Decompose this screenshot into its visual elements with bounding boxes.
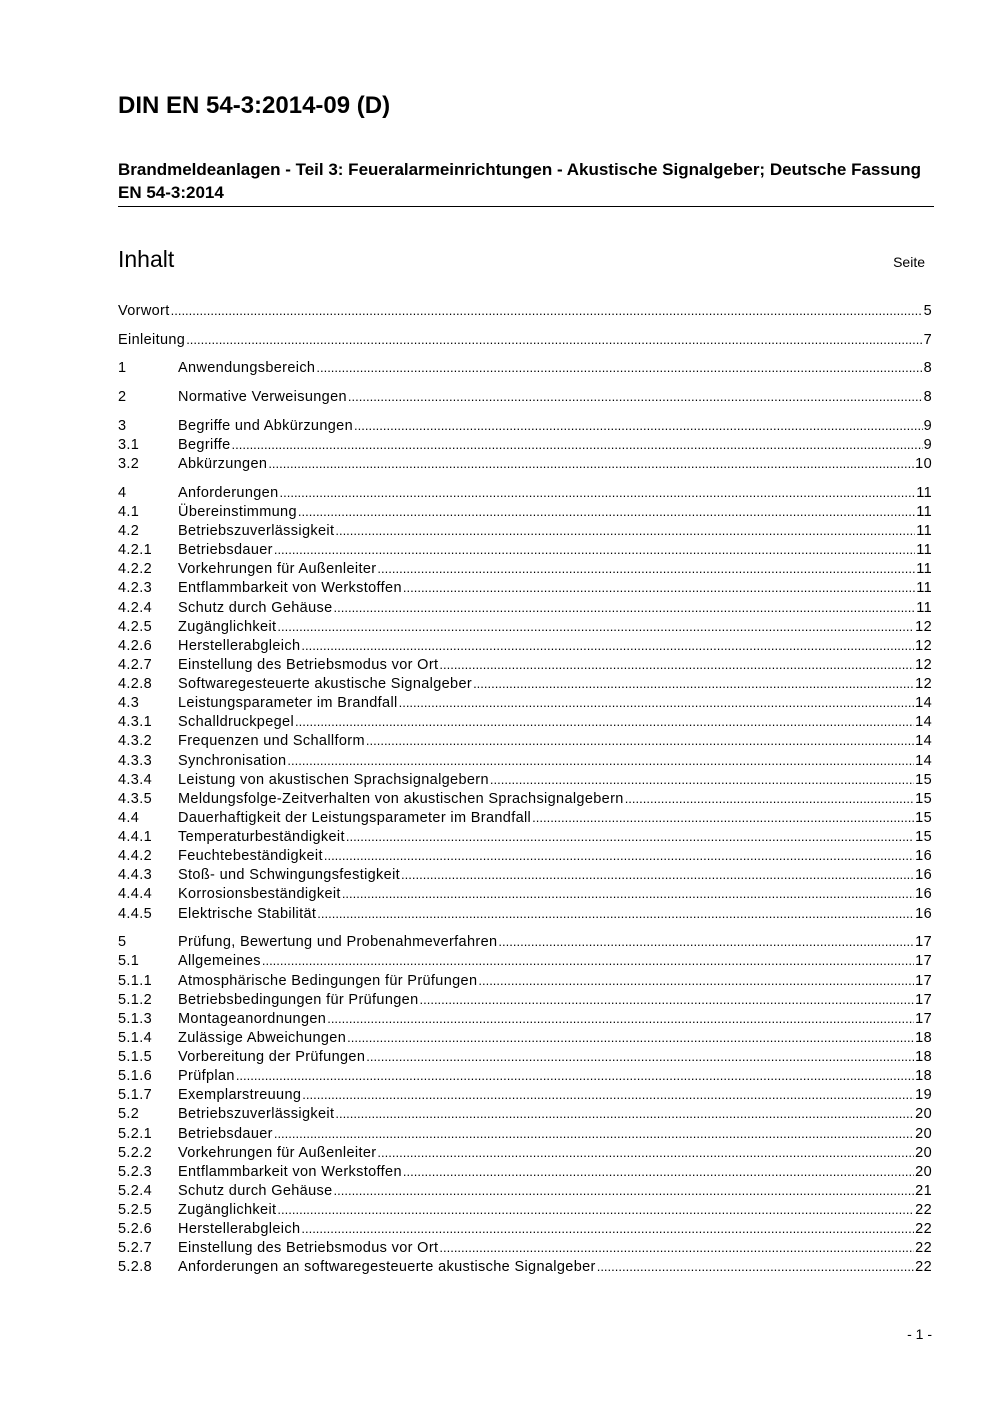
toc-entry-title: Schutz durch Gehäuse <box>178 1182 333 1199</box>
toc-dot-leader <box>301 1219 914 1238</box>
toc-entry-page: 20 <box>915 1163 932 1180</box>
toc-entry[interactable] <box>118 1028 932 1047</box>
toc-entry-page: 20 <box>915 1106 932 1123</box>
toc-entry[interactable] <box>118 559 932 578</box>
toc-entry-title: Vorkehrungen für Außenleiter <box>178 1144 377 1161</box>
toc-entry-page: 11 <box>916 599 932 616</box>
toc-entry[interactable] <box>118 827 932 846</box>
toc-entry-number: 5.1.3 <box>118 1010 152 1027</box>
toc-dot-leader <box>532 808 914 827</box>
toc-entry-number: 5.2.5 <box>118 1202 152 1219</box>
toc-entry-title: Einstellung des Betriebsmodus vor Ort <box>178 1240 439 1257</box>
document-title: DIN EN 54-3:2014-09 (D) <box>118 92 391 119</box>
toc-entry-title: Meldungsfolge-Zeitverhalten von akustischen Sprachsignalgebern <box>178 790 624 807</box>
toc-entry-page: 16 <box>915 848 932 865</box>
toc-entry[interactable] <box>118 1104 932 1123</box>
toc-entry-title: Betriebsbedingungen für Prüfungen <box>178 991 419 1008</box>
toc-entry-title: Feuchtebeständigkeit <box>178 848 323 865</box>
toc-entry[interactable] <box>118 521 932 540</box>
toc-entry-page: 8 <box>923 389 932 406</box>
toc-entry-number: 4.1 <box>118 503 140 520</box>
toc-entry-page: 15 <box>915 771 932 788</box>
toc-dot-leader <box>348 387 923 406</box>
toc-entry-title: Zulässige Abweichungen <box>178 1029 347 1046</box>
toc-entry[interactable] <box>118 1124 932 1143</box>
toc-entry-title: Anforderungen an softwaregesteuerte akustische Signalgeber <box>178 1259 596 1276</box>
toc-entry-number: 4.4 <box>118 809 140 826</box>
toc-entry-number: 5.1.5 <box>118 1049 152 1066</box>
toc-entry-number: 5.1.6 <box>118 1068 152 1085</box>
toc-entry[interactable] <box>118 387 932 406</box>
toc-entry[interactable] <box>118 1181 932 1200</box>
toc-entry-page: 18 <box>915 1068 932 1085</box>
toc-entry-page: 11 <box>916 523 932 540</box>
toc-entry[interactable] <box>118 1047 932 1066</box>
toc-entry-number: 4.2.7 <box>118 656 152 673</box>
toc-entry[interactable] <box>118 540 932 559</box>
toc-entry-title: Anwendungsbereich <box>178 360 316 377</box>
toc-entry-title: Leistung von akustischen Sprachsignalgebern <box>178 771 489 788</box>
toc-entry-number: 5.2 <box>118 1106 140 1123</box>
toc-entry-page: 17 <box>915 991 932 1008</box>
toc-entry[interactable] <box>118 330 932 349</box>
toc-entry-title: Korrosionsbeständigkeit <box>178 886 341 903</box>
toc-entry-title: Betriebszuverlässigkeit <box>178 1106 335 1123</box>
toc-entry[interactable] <box>118 904 932 923</box>
toc-entry[interactable] <box>118 1162 932 1181</box>
toc-entry-title: Betriebsdauer <box>178 1125 273 1142</box>
toc-entry-page: 15 <box>915 790 932 807</box>
toc-entry-page: 19 <box>915 1087 932 1104</box>
toc-entry-number: 5 <box>118 934 127 951</box>
toc-entry-number: 5.1 <box>118 953 140 970</box>
toc-entry-title: Entflammbarkeit von Werkstoffen <box>178 1163 402 1180</box>
toc-entry-number: 4.2.8 <box>118 676 152 693</box>
toc-entry-title: Atmosphärische Bedingungen für Prüfungen <box>178 972 478 989</box>
toc-entry-title: Zugänglichkeit <box>178 1202 277 1219</box>
toc-entry[interactable] <box>118 1009 932 1028</box>
toc-entry-number: 5.2.1 <box>118 1125 152 1142</box>
toc-entry-number: 5.1.1 <box>118 972 152 989</box>
toc-entry-number: 4.2.1 <box>118 542 152 559</box>
toc-entry-number: 4.3.5 <box>118 790 152 807</box>
toc-entry[interactable] <box>118 598 932 617</box>
toc-entry-number: 4.2.2 <box>118 561 152 578</box>
toc-dot-leader <box>334 598 916 617</box>
toc-entry-page: 17 <box>915 953 932 970</box>
toc-dot-leader <box>301 636 914 655</box>
toc-entry-page: 18 <box>915 1029 932 1046</box>
toc-entry-title: Entflammbarkeit von Werkstoffen <box>178 580 402 597</box>
toc-entry-page: 21 <box>915 1182 932 1199</box>
toc-entry[interactable] <box>118 884 932 903</box>
toc-entry[interactable] <box>118 971 932 990</box>
toc-entry-page: 20 <box>915 1125 932 1142</box>
toc-entry[interactable] <box>118 770 932 789</box>
toc-dot-leader <box>498 932 914 951</box>
toc-entry-page: 10 <box>915 456 932 473</box>
toc-entry[interactable] <box>118 951 932 970</box>
toc-entry-number: 4.2.5 <box>118 618 152 635</box>
toc-dot-leader <box>280 483 916 502</box>
toc-entry-title: Begriffe und Abkürzungen <box>178 417 354 434</box>
toc-entry[interactable] <box>118 358 932 377</box>
toc-dot-leader <box>377 559 915 578</box>
toc-entry[interactable] <box>118 301 932 320</box>
toc-entry-page: 22 <box>915 1221 932 1238</box>
toc-entry-title: Exemplarstreuung <box>178 1087 302 1104</box>
toc-dot-leader <box>377 1143 914 1162</box>
toc-dot-leader <box>403 578 915 597</box>
toc-dot-leader <box>277 617 914 636</box>
toc-entry-number: 4.4.3 <box>118 867 152 884</box>
toc-entry-title: Übereinstimmung <box>178 503 297 520</box>
toc-dot-leader <box>171 301 923 320</box>
toc-dot-leader <box>186 330 922 349</box>
toc-dot-leader <box>232 435 923 454</box>
toc-entry[interactable] <box>118 674 932 693</box>
toc-entry[interactable] <box>118 1200 932 1219</box>
table-of-contents <box>118 301 932 1277</box>
toc-dot-leader <box>346 827 914 846</box>
toc-dot-leader <box>334 1181 915 1200</box>
toc-entry-title: Frequenzen und Schallform <box>178 733 365 750</box>
toc-dot-leader <box>347 1028 914 1047</box>
toc-entry-title: Vorwort <box>118 303 170 319</box>
toc-dot-leader <box>268 454 914 473</box>
toc-entry-page: 14 <box>915 714 932 731</box>
toc-dot-leader <box>490 770 914 789</box>
toc-dot-leader <box>420 990 915 1009</box>
toc-entry-title: Betriebsdauer <box>178 542 273 559</box>
toc-entry-page: 11 <box>916 484 932 501</box>
toc-dot-leader <box>439 655 914 674</box>
toc-entry-number: 5.1.4 <box>118 1029 152 1046</box>
document-subtitle: Brandmeldeanlagen - Teil 3: Feueralarmeinrichtungen - Akustische Signalgeber; Deutsche Fassung EN 54-3:2014 <box>118 160 921 202</box>
toc-dot-leader <box>335 521 915 540</box>
toc-dot-leader <box>327 1009 914 1028</box>
toc-entry-title: Begriffe <box>178 437 231 453</box>
toc-entry-title: Herstellerabgleich <box>178 637 301 654</box>
toc-entry[interactable] <box>118 808 932 827</box>
toc-entry-page: 9 <box>923 417 932 434</box>
toc-entry[interactable] <box>118 1143 932 1162</box>
toc-dot-leader <box>236 1066 914 1085</box>
toc-entry[interactable] <box>118 617 932 636</box>
toc-entry[interactable] <box>118 1257 932 1276</box>
toc-dot-leader <box>473 674 914 693</box>
toc-entry-number: 3 <box>118 417 127 434</box>
toc-entry-page: 14 <box>915 752 932 769</box>
toc-entry-page: 11 <box>916 580 932 597</box>
toc-entry[interactable] <box>118 865 932 884</box>
toc-dot-leader <box>403 1162 914 1181</box>
toc-dot-leader <box>478 971 914 990</box>
toc-dot-leader <box>342 884 914 903</box>
toc-entry-page: 15 <box>915 809 932 826</box>
toc-entry-title: Synchronisation <box>178 752 287 769</box>
toc-entry[interactable] <box>118 435 932 454</box>
toc-entry[interactable] <box>118 990 932 1009</box>
toc-dot-leader <box>597 1257 914 1276</box>
toc-page-column-label: Seite <box>893 254 925 270</box>
toc-entry-page: 18 <box>915 1049 932 1066</box>
toc-entry-page: 11 <box>916 503 932 520</box>
toc-entry-number: 5.1.7 <box>118 1087 152 1104</box>
toc-entry-title: Leistungsparameter im Brandfall <box>178 695 398 712</box>
toc-entry-number: 4.4.2 <box>118 848 152 865</box>
toc-dot-leader <box>439 1238 914 1257</box>
toc-entry-title: Prüfung, Bewertung und Probenahmeverfahren <box>178 934 498 951</box>
toc-entry[interactable] <box>118 1085 932 1104</box>
toc-dot-leader <box>316 358 922 377</box>
toc-entry-number: 5.2.8 <box>118 1259 152 1276</box>
toc-entry-number: 5.2.2 <box>118 1144 152 1161</box>
toc-entry-page: 12 <box>915 656 932 673</box>
toc-entry-page: 9 <box>923 437 932 453</box>
toc-entry-page: 22 <box>915 1240 932 1257</box>
toc-entry[interactable] <box>118 655 932 674</box>
toc-entry-number: 5.2.7 <box>118 1240 152 1257</box>
toc-entry-title: Normative Verweisungen <box>178 389 347 406</box>
toc-entry-page: 8 <box>923 360 932 377</box>
footer-page-number: - 1 - <box>907 1326 932 1342</box>
toc-entry-number: 4 <box>118 484 127 501</box>
toc-entry-title: Herstellerabgleich <box>178 1221 301 1238</box>
toc-entry-number: 5.2.3 <box>118 1163 152 1180</box>
toc-entry-number: 4.2 <box>118 523 140 540</box>
toc-dot-leader <box>277 1200 914 1219</box>
toc-entry-page: 5 <box>923 303 932 319</box>
toc-entry-page: 12 <box>915 618 932 635</box>
toc-dot-leader <box>317 904 914 923</box>
toc-entry-number: 4.3.2 <box>118 733 152 750</box>
toc-dot-leader <box>625 789 914 808</box>
toc-dot-leader <box>295 712 914 731</box>
toc-entry-number: 5.1.2 <box>118 991 152 1008</box>
toc-dot-leader <box>298 502 915 521</box>
toc-entry-title: Dauerhaftigkeit der Leistungsparameter im Brandfall <box>178 809 532 826</box>
toc-entry-title: Schalldruckpegel <box>178 714 295 731</box>
toc-entry-page: 11 <box>916 561 932 578</box>
toc-dot-leader <box>399 693 915 712</box>
toc-entry-title: Montageanordnungen <box>178 1010 327 1027</box>
toc-dot-leader <box>335 1104 914 1123</box>
toc-entry-page: 11 <box>916 542 932 559</box>
toc-entry-title: Anforderungen <box>178 484 279 501</box>
toc-entry-page: 16 <box>915 886 932 903</box>
toc-entry-number: 5.2.6 <box>118 1221 152 1238</box>
toc-entry-page: 16 <box>915 905 932 922</box>
toc-entry-page: 7 <box>923 331 932 348</box>
toc-entry-page: 12 <box>915 676 932 693</box>
toc-entry-number: 4.4.5 <box>118 905 152 922</box>
toc-entry-number: 3.2 <box>118 456 140 473</box>
toc-entry-number: 5.2.4 <box>118 1182 152 1199</box>
toc-entry-page: 14 <box>915 733 932 750</box>
toc-entry-title: Vorkehrungen für Außenleiter <box>178 561 377 578</box>
toc-entry-number: 4.4.4 <box>118 886 152 903</box>
toc-entry-title: Vorbereitung der Prüfungen <box>178 1049 366 1066</box>
toc-entry-title: Schutz durch Gehäuse <box>178 599 333 616</box>
toc-entry[interactable] <box>118 1066 932 1085</box>
toc-entry[interactable] <box>118 693 932 712</box>
toc-entry[interactable] <box>118 502 932 521</box>
toc-entry-title: Elektrische Stabilität <box>178 905 317 922</box>
toc-entry[interactable] <box>118 846 932 865</box>
toc-entry-number: 4.4.1 <box>118 829 152 846</box>
toc-entry[interactable] <box>118 932 932 951</box>
toc-entry-number: 4.3.3 <box>118 752 152 769</box>
toc-entry-title: Prüfplan <box>178 1068 235 1085</box>
toc-dot-leader <box>274 540 915 559</box>
toc-entry[interactable] <box>118 731 932 750</box>
title-divider <box>118 206 934 207</box>
toc-entry-page: 14 <box>915 695 932 712</box>
toc-dot-leader <box>262 951 914 970</box>
toc-entry[interactable] <box>118 578 932 597</box>
toc-entry-number: 3.1 <box>118 437 140 453</box>
toc-dot-leader <box>366 1047 914 1066</box>
toc-entry-number: 4.3.4 <box>118 771 152 788</box>
toc-entry[interactable] <box>118 751 932 770</box>
toc-dot-leader <box>354 416 923 435</box>
toc-entry-title: Betriebszuverlässigkeit <box>178 523 335 540</box>
toc-entry-number: 1 <box>118 360 127 377</box>
toc-entry-number: 2 <box>118 389 127 406</box>
toc-entry[interactable] <box>118 712 932 731</box>
toc-entry-page: 17 <box>915 972 932 989</box>
toc-entry[interactable] <box>118 454 932 473</box>
toc-entry-page: 20 <box>915 1144 932 1161</box>
toc-entry-title: Einstellung des Betriebsmodus vor Ort <box>178 656 439 673</box>
toc-entry-title: Stoß- und Schwingungsfestigkeit <box>178 867 401 884</box>
toc-dot-leader <box>401 865 914 884</box>
toc-entry-page: 17 <box>915 934 932 951</box>
toc-entry-page: 15 <box>915 829 932 846</box>
toc-entry-number: 4.2.4 <box>118 599 152 616</box>
toc-dot-leader <box>274 1124 914 1143</box>
toc-entry-title: Temperaturbeständigkeit <box>178 829 345 846</box>
toc-dot-leader <box>324 846 914 865</box>
toc-dot-leader <box>287 751 914 770</box>
toc-entry-title: Einleitung <box>118 331 186 348</box>
toc-entry[interactable] <box>118 416 932 435</box>
toc-entry-page: 17 <box>915 1010 932 1027</box>
toc-entry-title: Allgemeines <box>178 953 261 970</box>
toc-entry-number: 4.3.1 <box>118 714 152 731</box>
toc-entry-title: Abkürzungen <box>178 456 268 473</box>
toc-entry-number: 4.2.6 <box>118 637 152 654</box>
toc-entry-title: Zugänglichkeit <box>178 618 277 635</box>
toc-dot-leader <box>302 1085 914 1104</box>
toc-dot-leader <box>366 731 914 750</box>
toc-entry[interactable] <box>118 636 932 655</box>
toc-entry-page: 16 <box>915 867 932 884</box>
toc-entry-number: 4.3 <box>118 695 140 712</box>
toc-entry[interactable] <box>118 1219 932 1238</box>
toc-entry[interactable] <box>118 789 932 808</box>
toc-entry-page: 22 <box>915 1202 932 1219</box>
toc-entry-title: Softwaregesteuerte akustische Signalgeber <box>178 676 473 693</box>
toc-entry-page: 22 <box>915 1259 932 1276</box>
toc-entry-page: 12 <box>915 637 932 654</box>
toc-entry[interactable] <box>118 483 932 502</box>
toc-entry-number: 4.2.3 <box>118 580 152 597</box>
toc-heading: Inhalt <box>118 246 175 272</box>
toc-entry[interactable] <box>118 1238 932 1257</box>
